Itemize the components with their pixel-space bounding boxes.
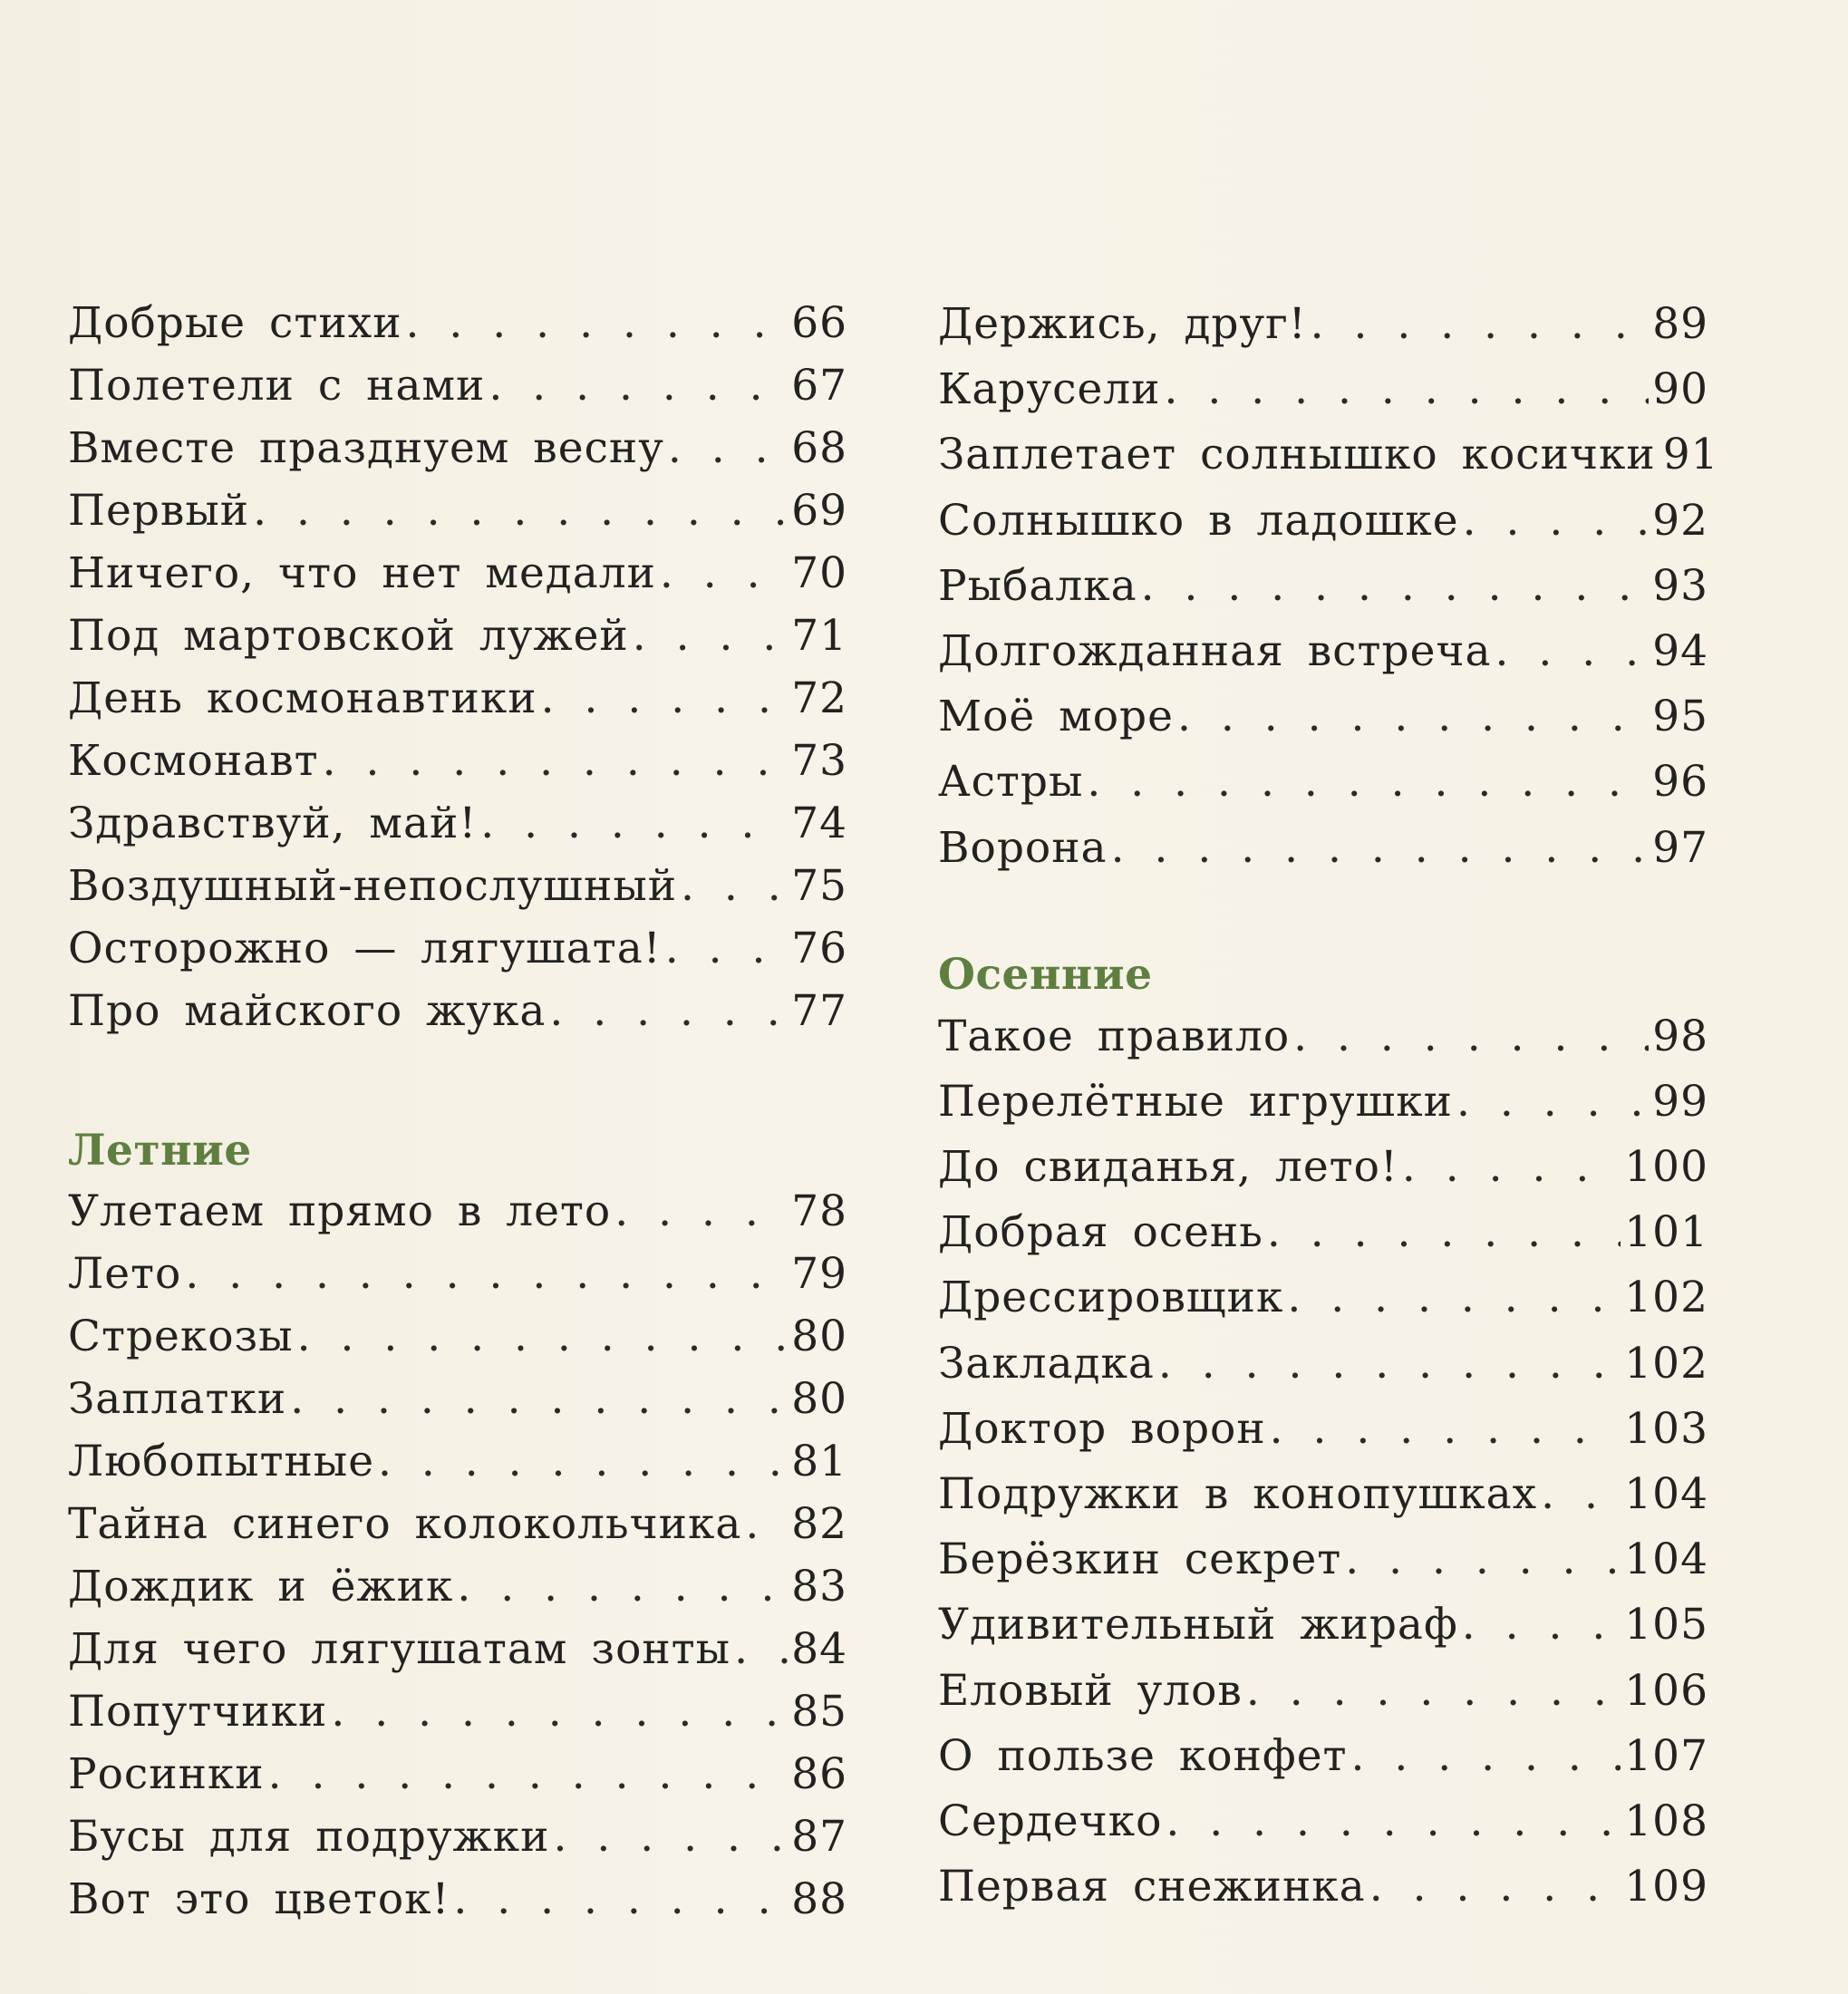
toc-entry-title: Заплатки [68,1374,287,1424]
dot-leader [1369,1854,1621,1920]
toc-entry [938,1724,1708,1789]
toc-entry-title: Солнышко в ладошке [938,495,1459,546]
toc-entry-title: Ворона [938,822,1108,873]
dot-leader [1287,1265,1621,1331]
toc-entry-title: Заплетает солнышко косички [938,430,1656,480]
toc-entry-title: Про майского жука [68,986,547,1036]
dot-leader [457,1555,788,1618]
dot-leader [253,479,788,542]
toc-entry [938,292,1708,357]
toc-entry [938,422,1719,488]
toc-entry-title: Первый [68,486,250,536]
toc-entry [938,1200,1708,1265]
toc-entry [68,1555,847,1618]
toc-entry-title: До свиданья, лето! [938,1142,1398,1193]
toc-entry-title: Лето [68,1249,182,1299]
toc-entry-page-number: 106 [1624,1665,1708,1716]
toc-entry [938,489,1708,554]
toc-entry [68,354,847,417]
toc-entry-page-number: 102 [1624,1338,1708,1389]
toc-entry-page-number: 92 [1652,495,1708,546]
dot-leader [660,542,788,605]
dot-leader [1495,619,1650,684]
toc-entry [68,855,847,917]
toc-entry-page-number: 108 [1624,1796,1708,1846]
summer-entries-list [68,1180,847,1931]
dot-leader [1246,1659,1621,1724]
dot-leader [665,917,789,980]
dot-leader [1462,1592,1621,1658]
toc-entry-page-number: 79 [791,1249,847,1299]
toc-entry-page-number: 99 [1652,1076,1708,1127]
toc-entry-title: Еловый улов [938,1665,1243,1716]
section-heading-summer: Летние [68,1126,252,1176]
toc-entry-title: Вот это цветок! [68,1874,450,1924]
toc-entry-page-number: 87 [791,1812,847,1862]
dot-leader [1166,1789,1621,1854]
toc-entry [68,479,847,542]
toc-entry-page-number: 104 [1624,1469,1708,1519]
toc-entry-title: Доктор ворон [938,1403,1266,1454]
toc-entry-title: Закладка [938,1338,1155,1389]
dot-leader [1177,684,1649,750]
toc-entry-title: Росинки [68,1749,265,1799]
toc-entry-page-number: 69 [791,486,847,536]
spring-entries-list [68,292,847,1042]
toc-entry-title: Космонавт [68,736,319,786]
toc-entry [68,1805,847,1868]
dot-leader [453,1868,788,1931]
toc-entry [68,667,847,730]
toc-entry [68,980,847,1042]
toc-entry-page-number: 84 [791,1624,847,1674]
toc-entry-page-number: 68 [791,423,847,473]
toc-entry-title: Осторожно — лягушата! [68,924,662,973]
dot-leader [489,354,788,417]
toc-entry-page-number: 105 [1624,1600,1708,1650]
toc-entry-page-number: 100 [1624,1142,1708,1193]
toc-entry-title: Стрекозы [68,1312,294,1361]
toc-entry-page-number: 75 [791,861,847,911]
toc-entry-page-number: 96 [1652,757,1708,808]
toc-entry-page-number: 93 [1652,560,1708,611]
toc-entry [938,1527,1708,1592]
dot-leader [614,1180,788,1243]
toc-entry-title: Моё море [938,692,1174,742]
dot-leader [1293,1004,1649,1070]
toc-entry [68,542,847,605]
toc-entry-page-number: 97 [1652,822,1708,873]
dot-leader [1402,1135,1621,1200]
toc-entry-title: Рыбалка [938,560,1137,611]
dot-leader [290,1368,788,1430]
dot-leader [331,1680,788,1743]
toc-entry-page-number: 76 [791,924,847,973]
dot-leader [480,792,788,855]
dot-leader [323,730,789,792]
toc-right-column [938,292,1719,1920]
toc-entry [68,1368,847,1430]
section-gap [68,1042,847,1122]
toc-entry-title: День космонавтики [68,673,537,723]
toc-entry-title: Любопытные [68,1437,375,1486]
toc-entry [68,417,847,479]
toc-left-column [68,292,847,1931]
toc-entry-title: Сердечко [938,1796,1163,1846]
toc-entry-page-number: 102 [1624,1273,1708,1323]
toc-entry [68,1680,847,1743]
toc-entry-title: Воздушный-непослушный [68,861,678,911]
dot-leader [1463,489,1650,554]
dot-leader [1267,1200,1621,1265]
toc-entry-page-number: 82 [791,1499,847,1549]
dot-leader [1158,1331,1621,1397]
dot-leader [734,1618,788,1680]
toc-entry-title: Добрая осень [938,1207,1263,1258]
toc-entry [68,917,847,980]
toc-entry-page-number: 85 [791,1687,847,1737]
dot-leader [406,292,789,354]
toc-entry [938,1592,1708,1658]
toc-entry [938,1659,1708,1724]
dot-leader [1311,292,1650,357]
section-gap [938,881,1708,946]
dot-leader [297,1305,789,1368]
dot-leader [541,667,789,730]
dot-leader [1345,1527,1621,1592]
toc-entry [68,1618,847,1680]
toc-entry-page-number: 73 [791,736,847,786]
toc-entry [938,1004,1708,1070]
toc-entry-title: Такое правило [938,1011,1291,1061]
toc-entry [68,605,847,667]
dot-leader [633,605,788,667]
toc-entry-page-number: 86 [791,1749,847,1799]
dot-leader [681,855,788,917]
toc-entry-page-number: 101 [1624,1207,1708,1258]
summer-entries-continued-list [938,292,1719,881]
toc-entry-page-number: 95 [1652,692,1708,742]
toc-entry-title: Подружки в конопушках [938,1469,1538,1519]
toc-entry-title: Берёзкин секрет [938,1534,1342,1585]
toc-entry-title: Карусели [938,364,1161,415]
toc-entry-title: Ничего, что нет медали [68,548,656,598]
toc-entry [938,1070,1708,1135]
toc-entry-page-number: 88 [791,1874,847,1924]
toc-entry-title: Астры [938,757,1084,808]
toc-entry [68,1180,847,1243]
toc-entry [938,750,1708,815]
toc-entry-title: Дождик и ёжик [68,1562,454,1612]
toc-entry [68,1868,847,1931]
toc-entry [68,1305,847,1368]
toc-entry-page-number: 70 [791,548,847,598]
toc-entry-page-number: 80 [791,1374,847,1424]
dot-leader [668,417,788,479]
toc-entry [938,1854,1708,1920]
dot-leader [1351,1724,1621,1789]
toc-entry [938,1789,1708,1854]
toc-entry-title: Долгожданная встреча [938,625,1492,676]
dot-leader [1164,357,1649,422]
toc-entry-title: Бусы для подружки [68,1812,550,1862]
toc-entry-page-number: 78 [791,1186,847,1236]
autumn-entries-list [938,1004,1708,1921]
toc-entry-page-number: 77 [791,986,847,1036]
toc-entry-title: Здравствуй, май! [68,799,478,848]
toc-entry [938,619,1708,684]
toc-entry [938,357,1708,422]
toc-entry [938,1462,1708,1527]
toc-entry-page-number: 72 [791,673,847,723]
toc-entry [938,816,1708,881]
dot-leader [185,1243,788,1305]
toc-entry-page-number: 107 [1624,1730,1708,1781]
toc-entry [938,1265,1708,1331]
toc-entry-title: Полетели с нами [68,361,486,411]
toc-entry [68,1493,847,1555]
toc-entry-page-number: 104 [1624,1534,1708,1585]
toc-entry-title: Дрессировщик [938,1273,1284,1323]
toc-entry [68,730,847,792]
toc-entry [938,684,1708,750]
toc-entry-page-number: 66 [791,298,847,348]
toc-entry-page-number: 83 [791,1562,847,1612]
toc-entry-title: Первая снежинка [938,1862,1366,1912]
section-heading-autumn: Осенние [938,949,1153,1000]
dot-leader [1541,1462,1621,1527]
toc-entry-title: Добрые стихи [68,298,402,348]
toc-entry-page-number: 91 [1662,430,1719,480]
toc-entry [938,554,1708,619]
dot-leader [378,1430,788,1493]
toc-entry [938,1331,1708,1397]
dot-leader [268,1743,789,1805]
toc-entry-page-number: 109 [1624,1862,1708,1912]
toc-entry-title: О пользе конфет [938,1730,1348,1781]
toc-entry-title: Вместе празднуем весну [68,423,664,473]
dot-leader [1111,816,1650,881]
dot-leader [745,1493,788,1555]
toc-entry [938,1397,1708,1462]
dot-leader [1087,750,1649,815]
toc-entry-title: Для чего лягушатам зонты [68,1624,731,1674]
dot-leader [549,980,788,1042]
toc-entry-title: Тайна синего колокольчика [68,1499,742,1549]
toc-entry-title: Перелётные игрушки [938,1076,1453,1127]
toc-entry [68,792,847,855]
toc-entry-title: Держись, друг! [938,299,1307,349]
toc-entry [68,1243,847,1305]
toc-entry-page-number: 74 [791,799,847,848]
toc-entry-page-number: 89 [1652,299,1708,349]
toc-entry [68,1430,847,1493]
toc-entry [68,1743,847,1805]
toc-entry-page-number: 103 [1624,1403,1708,1454]
toc-entry-title: Удивительный жираф [938,1600,1458,1650]
toc-entry-page-number: 94 [1652,625,1708,676]
dot-leader [554,1805,789,1868]
toc-entry-page-number: 81 [791,1437,847,1486]
toc-entry [938,1135,1708,1200]
dot-leader [1270,1397,1621,1462]
dot-leader [1456,1070,1649,1135]
toc-entry-page-number: 67 [791,361,847,411]
toc-entry-page-number: 98 [1652,1011,1708,1061]
toc-entry-page-number: 90 [1652,364,1708,415]
dot-leader [1141,554,1650,619]
toc-entry-page-number: 80 [791,1312,847,1361]
toc-entry-title: Улетаем прямо в лето [68,1186,612,1236]
toc-entry-title: Попутчики [68,1687,328,1737]
toc-entry [68,292,847,354]
toc-entry-title: Под мартовской лужей [68,611,629,661]
toc-entry-page-number: 71 [791,611,847,661]
